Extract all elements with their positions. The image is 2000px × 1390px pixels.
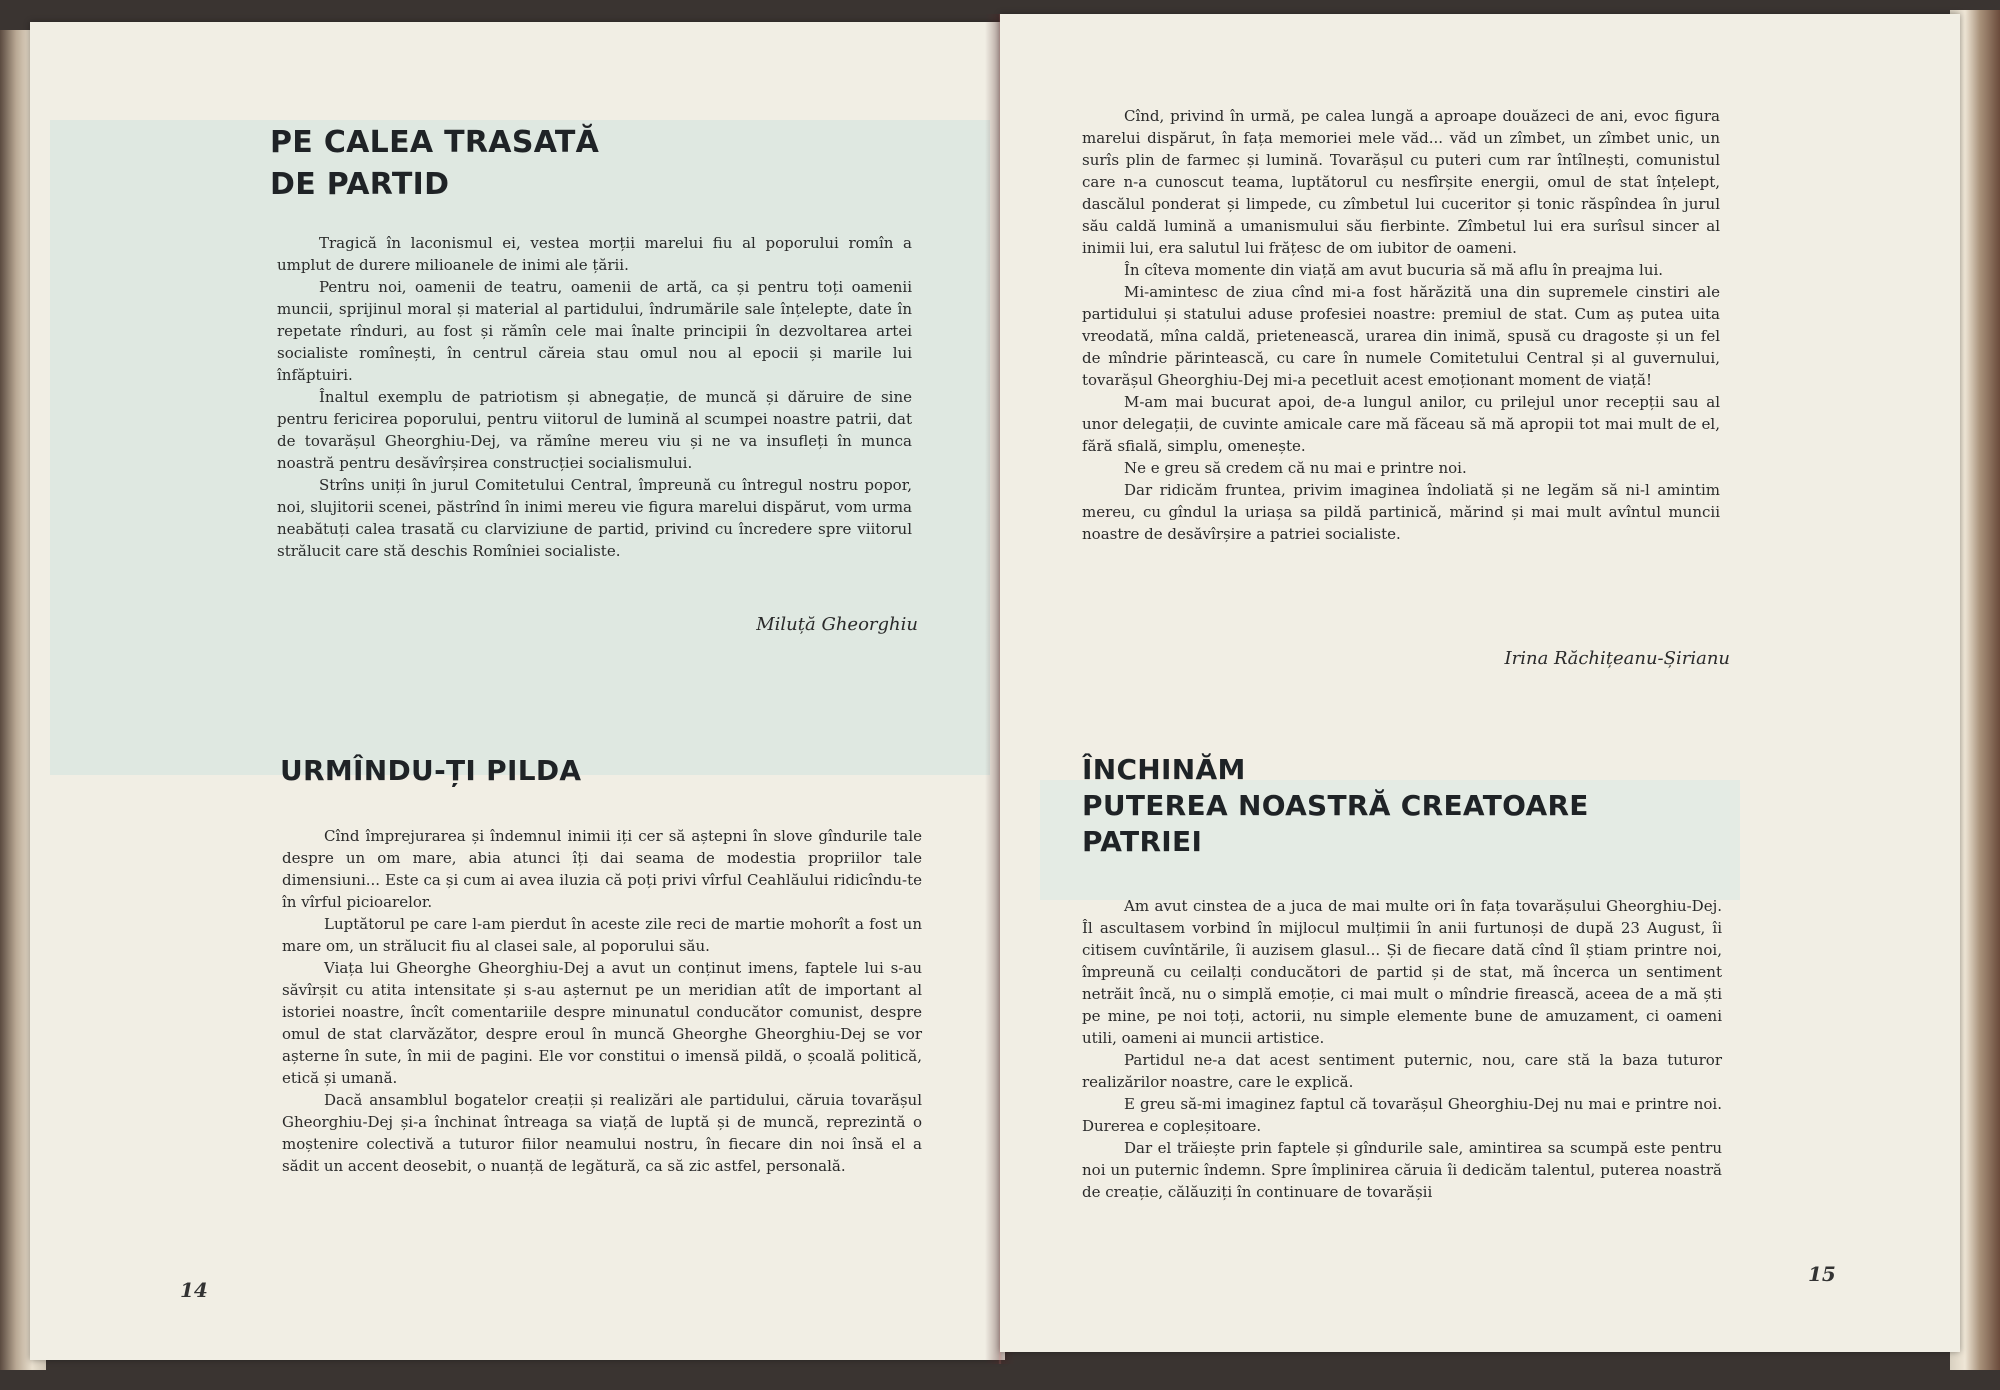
- paragraph: Dar el trăiește prin faptele și gîndurile sale, amintirea sa scumpă este pentru noi un puternic îndemn. Spre împlinirea căruia îi dedicăm talentul, puterea noastră de creație, călăuziți în continuare de tovarășii: [1082, 1139, 1722, 1201]
- article-title-pe-calea-trasata: [270, 122, 599, 206]
- article-signature: Miluță Gheorghiu: [756, 614, 918, 635]
- article-body-pe-calea-trasata: [277, 232, 912, 562]
- paragraph: Cînd împrejurarea și îndemnul inimii iți cer să aștерni în slove gîndurile tale despre un om mare, abia atunci îți dai seama de modestia propriilor tale dimensiuni... Este ca și cum ai avea iluzia că poți privi vîrful Ceahlăului ridicîndu-te în vîrful picioarelor.: [282, 827, 922, 911]
- article-title-line: DE PARTID: [270, 167, 450, 202]
- paragraph: Am avut cinstea de a juca de mai multe ori în fața tovarășului Gheorghiu-Dej. Îl ascultasem vorbind în mijlocul mulțimii în anii furtunoși de după 23 August, îi citisem cuvîntările, îi auzisem glasul... Și de fiecare dată cînd îl știam printre noi, împreună cu ceilalți conducători de partid și de stat, mă încerca un sentiment netrăit încă, nu o simplă emoție, ci mai mult o mîndrie firească, aceea de a mă ști pe mine, pe noi toți, actorii, nu simple elemente bune de amuzament, ci oameni utili, oameni ai muncii artistice.: [1082, 897, 1722, 1047]
- paragraph: Pentru noi, oamenii de teatru, oamenii de artă, ca și pentru toți oamenii muncii, sprijinul moral și material al partidului, îndrumările sale înțelepte, date în repetate rînduri, au fost și rămîn cele mai înalte principii în dezvoltarea artei socialiste romînești, în centrul căreia stau omul nou al epocii și marile lui înfăptuiri.: [277, 278, 912, 384]
- article-body-inchinam: [1082, 895, 1722, 1203]
- paragraph: Înaltul exemplu de patriotism și abnegație, de muncă și dăruire de sine pentru fericirea poporului, pentru viitorul de lumină al scumpei noastre patrii, dat de tovarășul Gheorghiu-Dej, va rămîne mereu viu și ne va insufleți în munca noastră pentru desăvîrșirea construcției socialismului.: [277, 388, 912, 472]
- page-number: 14: [180, 1278, 208, 1302]
- paragraph: Tragică în laconismul ei, vestea morții marelui fiu al poporului romîn a umplut de durere milioanele de inimi ale țării.: [277, 234, 912, 274]
- paragraph: Cînd, privind în urmă, pe calea lungă a aproape douăzeci de ani, evoc figura marelui dispărut, în fața memoriei mele văd... văd un zîmbet, un zîmbet unic, un surîs plin de farmec și lumină. Tovarășul cu puteri cum rar întîlnești, comunistul care n-a cunoscut teama, luptătorul cu nesfîrșite energii, omul de stat înțelept, dascălul ponderat și limpede, cu zîmbetul lui cuceritor și tonic răspîndea în jurul său caldă lumină a umanismului său fierbinte. Zîmbetul lui era surîsul sincer al inimii lui, era salutul lui frățesc de om iubitor de oameni.: [1082, 107, 1720, 257]
- article-signature: Irina Răchițeanu-Șirianu: [1504, 648, 1730, 669]
- paragraph: Dar ridicăm fruntea, privim imaginea îndoliată și ne legăm să ni-l amintim mereu, cu gîndul la uriașa sa pildă partinică, mărind și mai mult avîntul muncii noastre de desăvîrșire a patriei socialiste.: [1082, 481, 1720, 543]
- paragraph: Mi-amintesc de ziua cînd mi-a fost hărăzită una din supremele cinstiri ale partidului și statului aduse profesiei noastre: premiul de stat. Cum aș putea uita vreodată, mîna caldă, prietenească, urarea din inimă, spusă cu dragoste și un fel de mîndrie părintească, cu care în numele Comitetului Central și al guvernului, tovarășul Gheorghiu-Dej mi-a pecetluit acest emoționant moment de viață!: [1082, 283, 1720, 389]
- paragraph: M-am mai bucurat apoi, de-a lungul anilor, cu prilejul unor recepții sau al unor delegații, de cuvinte amicale care mă făceau să mă apropii tot mai mult de el, fără sfială, simplu, omenește.: [1082, 393, 1720, 455]
- paragraph: În cîteva momente din viață am avut bucuria să mă aflu în preajma lui.: [1124, 261, 1664, 279]
- paragraph: Luptătorul pe care l-am pierdut în aceste zile reci de martie mohorît a fost un mare om, un strălucit fiu al clasei sale, al poporului său.: [282, 915, 922, 955]
- article-title-line: ÎNCHINĂM: [1082, 753, 1246, 786]
- paragraph: Strîns uniți în jurul Comitetului Central, împreună cu întregul nostru popor, noi, slujitorii scenei, păstrînd în inimi mereu vie figura marelui dispărut, vom urma neabătuți calea trasată cu clarviziune de partid, privind cu încredere spre viitorul strălucit care stă deschis Romîniei socialiste.: [277, 476, 912, 560]
- article-title-line: PE CALEA TRASATĂ: [270, 125, 600, 160]
- article-title-line: PUTEREA NOASTRĂ CREATOARE: [1082, 789, 1589, 822]
- paragraph: Partidul ne-a dat acest sentiment puternic, nou, care stă la baza tuturor realizărilor noastre, care le explică.: [1082, 1051, 1722, 1091]
- paragraph: Dacă ansamblul bogatelor creații și realizări ale partidului, căruia tovarășul Gheorghiu-Dej și-a închinat întreaga sa viață de luptă și de muncă, reprezintă o moștenire colectivă a tuturor fiilor neamului nostru, în fiecare din noi însă el a sădit un accent deosebit, o nuanță de legătură, ca să zic astfel, personală.: [282, 1091, 922, 1175]
- article-body-right-top: [1082, 105, 1720, 545]
- article-title-urmindu-ti-pilda: URMÎNDU-ȚI PILDA: [280, 754, 582, 787]
- paragraph: E greu să-mi imaginez faptul că tovarășul Gheorghiu-Dej nu mai e printre noi. Durerea e copleșitoare.: [1082, 1095, 1722, 1135]
- article-title-inchinam: [1082, 752, 1589, 860]
- article-body-urmindu-ti-pilda: [282, 825, 922, 1177]
- article-title-line: PATRIEI: [1082, 825, 1203, 858]
- paragraph: Viața lui Gheorghe Gheorghiu-Dej a avut un conținut imens, faptele lui s-au săvîrșit cu atita intensitate și s-au așternut pe un meridian atît de important al istoriei noastre, încît comentariile despre minunatul conducător comunist, despre omul de stat clarvăzător, despre eroul în muncă Gheorghe Gheorghiu-Dej se vor așterne în sute, în mii de pagini. Ele vor constitui o imensă pildă, o școală politică, etică și umană.: [282, 959, 922, 1087]
- page-number: 15: [1808, 1262, 1836, 1286]
- paragraph: Ne e greu să credem că nu mai e printre noi.: [1124, 459, 1467, 477]
